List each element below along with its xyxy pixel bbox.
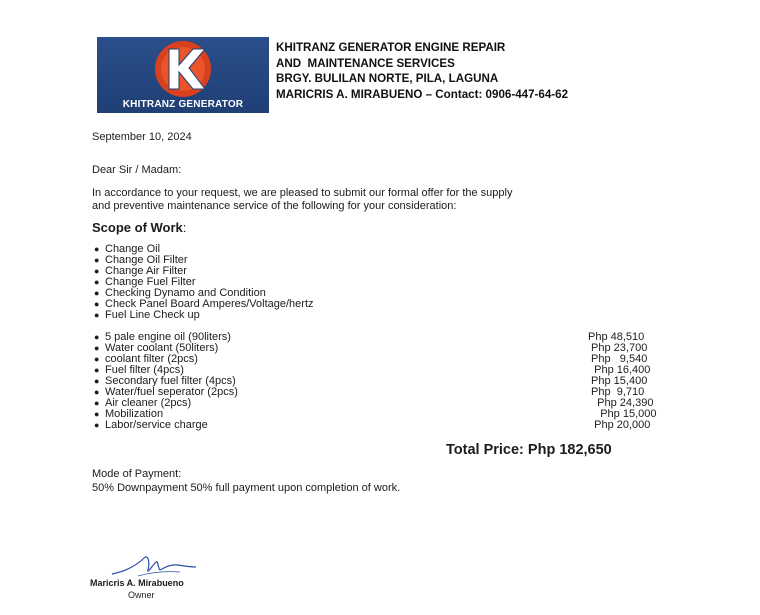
price-item-name: Secondary fuel filter (4pcs) (105, 375, 236, 387)
bullet-icon: ● (94, 266, 100, 276)
bullet-icon: ● (94, 288, 100, 298)
price-item-amount: Php 15,400 (588, 375, 648, 387)
bullet-icon: ● (94, 409, 100, 419)
intro-paragraph (92, 187, 692, 212)
total-price: Total Price: Php 182,650 (446, 442, 612, 458)
price-item-amount: Php 24,390 (588, 397, 654, 409)
price-item-name: Water/fuel seperator (2pcs) (105, 386, 238, 398)
letter-date: September 10, 2024 (92, 131, 192, 143)
bullet-icon: ● (94, 343, 100, 353)
bullet-icon: ● (94, 387, 100, 397)
signature-icon (108, 552, 198, 580)
price-item-name: Mobilization (105, 408, 164, 420)
price-item-amount: Php 15,000 (588, 408, 657, 420)
logo-text: KHITRANZ GENERATOR (122, 99, 244, 110)
scope-item-label: Change Fuel Filter (105, 276, 196, 288)
signatory-title: Owner (128, 590, 155, 600)
list-item (92, 310, 314, 321)
scope-title-text: Scope of Work (92, 220, 183, 235)
intro-line: and preventive maintenance service of the following for your consideration: (92, 199, 457, 212)
company-address: BRGY. BULILAN NORTE, PILA, LAGUNA (276, 72, 499, 85)
company-services: AND MAINTENANCE SERVICES (276, 56, 455, 70)
price-item-name: Air cleaner (2pcs) (105, 397, 192, 409)
salutation: Dear Sir / Madam: (92, 164, 182, 176)
price-item-amount: Php 9,710 (588, 386, 645, 398)
price-item-amount: Php 9,540 (588, 353, 648, 365)
bullet-icon: ● (94, 255, 100, 265)
signatory-name: Maricris A. Mirabueno (90, 578, 184, 588)
scope-heading (92, 220, 186, 235)
price-item-name: 5 pale engine oil (90liters) (105, 331, 231, 343)
bullet-icon: ● (94, 332, 100, 342)
price-item-name: coolant filter (2pcs) (105, 353, 198, 365)
bullet-icon: ● (94, 299, 100, 309)
price-row (92, 420, 682, 431)
price-item-name: Fuel filter (4pcs) (105, 364, 184, 376)
bullet-icon: ● (94, 310, 100, 320)
bullet-icon: ● (94, 398, 100, 408)
price-item-amount: Php 16,400 (588, 364, 651, 376)
payment-mode-label: Mode of Payment: (92, 468, 182, 480)
scope-list (92, 244, 314, 321)
company-contact: MARICRIS A. MIRABUENO – Contact: 0906-447-64-62 (276, 87, 569, 101)
scope-item-label: Change Oil Filter (105, 254, 188, 266)
company-logo (97, 37, 269, 113)
intro-line: In accordance to your request, we are pleased to submit our formal offer for the supply (92, 187, 513, 199)
scope-item-label: Checking Dynamo and Condition (105, 287, 266, 299)
company-name: KHITRANZ GENERATOR ENGINE REPAIR (276, 41, 506, 54)
bullet-icon: ● (94, 277, 100, 287)
price-item-amount: Php 20,000 (588, 419, 651, 431)
scope-item-label: Change Air Filter (105, 265, 187, 277)
price-list (92, 332, 682, 431)
bullet-icon: ● (94, 365, 100, 375)
bullet-icon: ● (94, 376, 100, 386)
price-item-amount: Php 23,700 (588, 342, 648, 354)
bullet-icon: ● (94, 244, 100, 254)
payment-mode-text: 50% Downpayment 50% full payment upon completion of work. (92, 482, 401, 494)
bullet-icon: ● (94, 354, 100, 364)
scope-item-label: Change Oil (105, 243, 161, 255)
scope-item-label: Check Panel Board Amperes/Voltage/hertz (105, 298, 314, 310)
company-header (276, 40, 568, 102)
price-item-name: Labor/service charge (105, 419, 208, 431)
price-item-name: Water coolant (50liters) (105, 342, 219, 354)
scope-title-colon: : (182, 220, 187, 235)
scope-item-label: Fuel Line Check up (105, 309, 200, 321)
bullet-icon: ● (94, 420, 100, 430)
price-item-amount: Php 48,510 (588, 331, 645, 343)
